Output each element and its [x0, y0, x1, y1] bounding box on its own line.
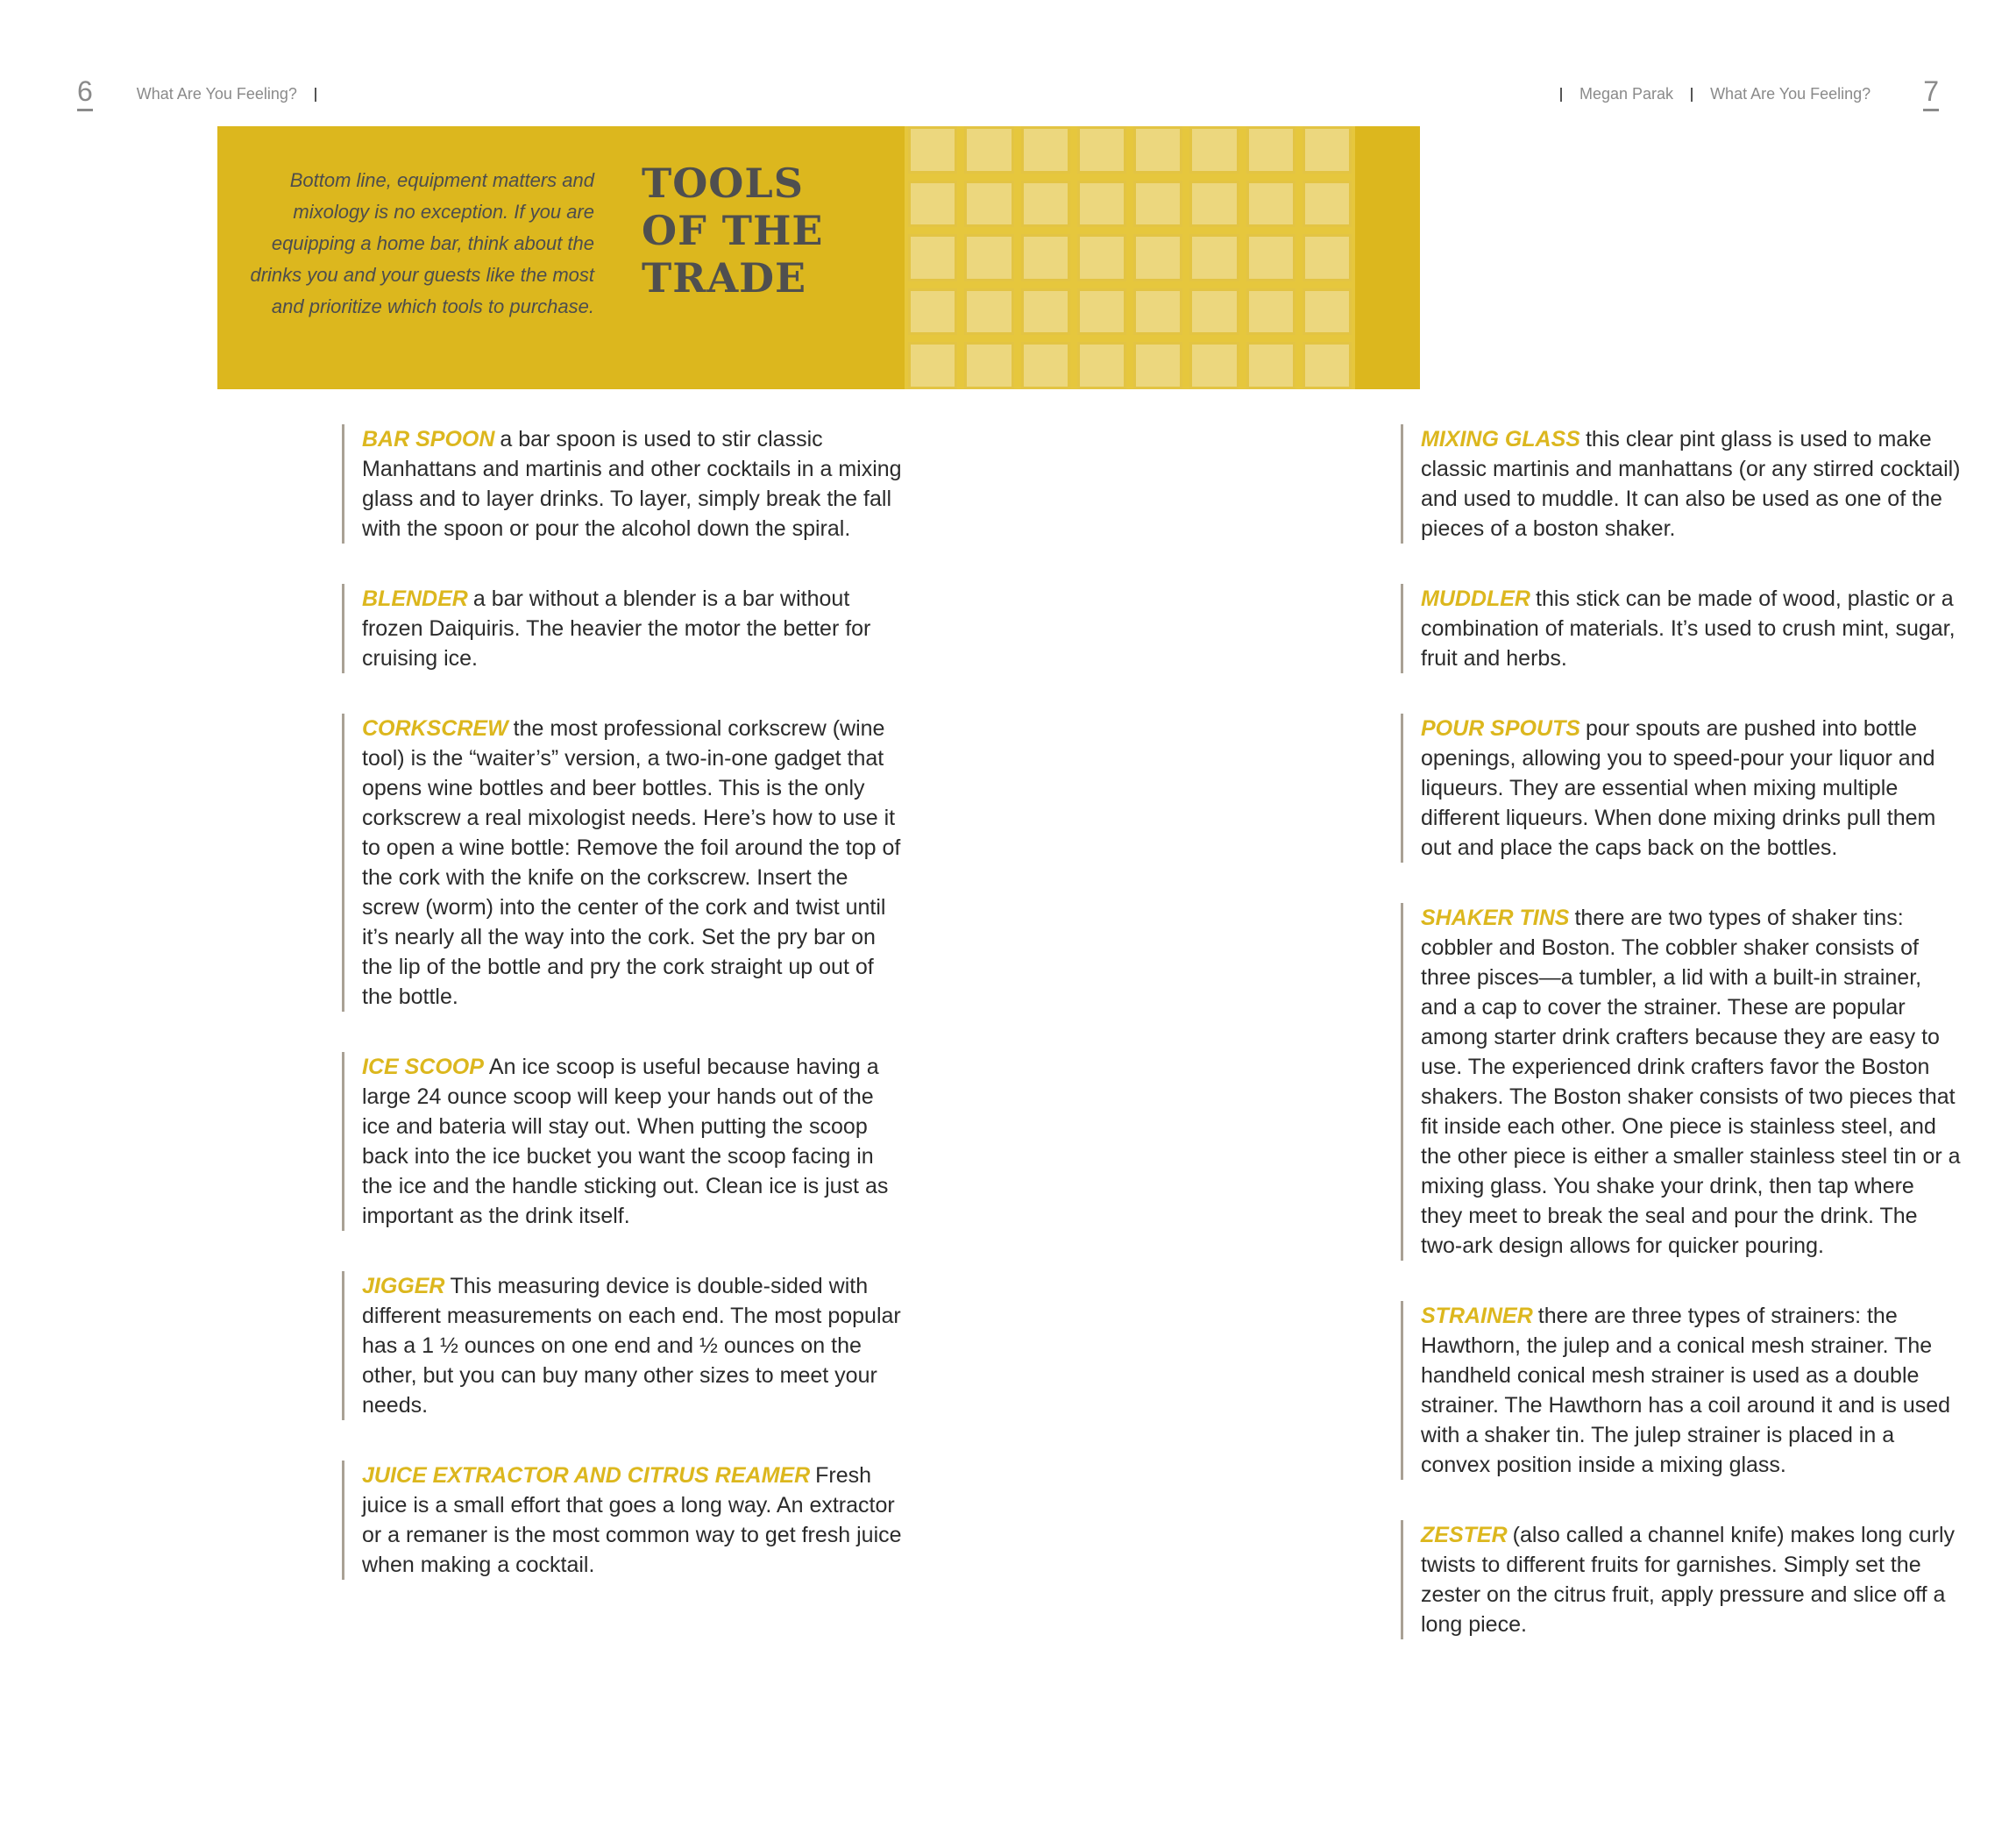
- grid-cell: [1133, 126, 1182, 174]
- grid-cell: [1246, 342, 1295, 389]
- grid-cell: [1021, 234, 1070, 281]
- grid-cell: [1021, 181, 1070, 228]
- tool-name: MIXING GLASS: [1421, 427, 1580, 451]
- grid-cell: [1077, 288, 1126, 336]
- tool-name: JUICE EXTRACTOR AND CITRUS REAMER: [362, 1463, 811, 1488]
- tool-entry: [342, 1271, 903, 1420]
- grid-cell: [1189, 126, 1239, 174]
- section-title-line: TRADE: [642, 254, 807, 302]
- left-tools-column: [342, 424, 903, 1580]
- grid-cell: [1189, 234, 1239, 281]
- tool-entry: [342, 714, 903, 1012]
- section-title: [642, 160, 834, 302]
- grid-cell: [1133, 181, 1182, 228]
- grid-cell: [964, 126, 1013, 174]
- tool-name: BAR SPOON: [362, 427, 495, 451]
- grid-cell: [964, 342, 1013, 389]
- tool-name: POUR SPOUTS: [1421, 716, 1580, 741]
- right-page-header: [1543, 77, 1939, 111]
- tool-entry: [1401, 903, 1962, 1261]
- grid-cell: [1303, 126, 1352, 174]
- tool-entry: [342, 1461, 903, 1580]
- grid-cell: [1303, 342, 1352, 389]
- grid-cell: [1189, 342, 1239, 389]
- grid-cell: [908, 234, 957, 281]
- header-divider: [1691, 88, 1693, 102]
- header-divider: [1560, 88, 1562, 102]
- tool-name: CORKSCREW: [362, 716, 508, 741]
- grid-cell: [1133, 342, 1182, 389]
- grid-cell: [908, 181, 957, 228]
- tool-name: SHAKER TINS: [1421, 906, 1570, 930]
- grid-cell: [964, 288, 1013, 336]
- grid-cell: [1077, 234, 1126, 281]
- grid-cell: [1189, 181, 1239, 228]
- grid-cell: [964, 234, 1013, 281]
- grid-cell: [1021, 342, 1070, 389]
- grid-cell: [1246, 288, 1295, 336]
- tool-name: MUDDLER: [1421, 586, 1530, 611]
- author-name: Megan Parak: [1579, 85, 1674, 103]
- grid-cell: [1303, 288, 1352, 336]
- tool-description: a bar without a blender is a bar without frozen Daiquiris. The heavier the motor the better for cruising ice.: [362, 586, 871, 671]
- grid-cell: [1133, 288, 1182, 336]
- tool-description: This measuring device is double-sided with different measurements on each end. The most popular has a 1 ½ ounces on one end and ½ ounces on the other, but you can buy many other sizes to meet your needs.: [362, 1274, 901, 1418]
- grid-cell: [964, 181, 1013, 228]
- grid-cell: [1189, 288, 1239, 336]
- grid-cell: [1077, 181, 1126, 228]
- tool-description: there are two types of shaker tins: cobbler and Boston. The cobbler shaker consists of three pisces—a tumbler, a lid with a built-in strainer, and a cap to cover the strainer. These are popular among starter drink crafters because they are easy to use. The experienced drink crafters favor the Boston shakers. The Boston shaker consists of two pieces that fit inside each other. One piece is stainless steel, and the other piece is either a smaller stainless steel tin or a mixing glass. You shake your drink, then tap where they meet to break the seal and pour the drink. The two-ark design allows for quicker pouring.: [1421, 906, 1961, 1258]
- left-running-title: What Are You Feeling?: [136, 85, 297, 103]
- tool-description: (also called a channel knife) makes long curly twists to different fruits for garnishes. Simply set the zester on the citrus fruit, apply pressure and slice off a long piece.: [1421, 1523, 1956, 1637]
- grid-cell: [1077, 126, 1126, 174]
- grid-cell: [1021, 288, 1070, 336]
- tool-description: there are three types of strainers: the Hawthorn, the julep and a conical mesh strainer. The handheld conical mesh strainer is used as a double strainer. The Hawthorn has a coil around it and is used with a shaker tin. The julep strainer is placed in a convex position inside a mixing glass.: [1421, 1304, 1951, 1477]
- section-banner: [217, 126, 1420, 389]
- tool-name: JIGGER: [362, 1274, 445, 1298]
- decorative-grid-pattern: [905, 126, 1355, 389]
- header-divider: [315, 88, 316, 102]
- banner-intro-text: Bottom line, equipment matters and mixology is no exception. If you are equipping a home bar, think about the drinks you and your guests like the most and prioritize which tools to purchase.: [250, 169, 594, 317]
- tool-description: Fresh juice is a small effort that goes a long way. An extractor or a remaner is the most common way to get fresh juice when making a cocktail.: [362, 1463, 902, 1577]
- tool-entry: [1401, 1301, 1962, 1480]
- left-page-header: [77, 77, 334, 111]
- tool-entry: [1401, 1520, 1962, 1639]
- grid-cell: [1303, 181, 1352, 228]
- grid-cell: [1246, 126, 1295, 174]
- grid-cell: [1133, 234, 1182, 281]
- grid-cell: [1021, 126, 1070, 174]
- tool-entry: [1401, 584, 1962, 673]
- grid-cell: [908, 342, 957, 389]
- tool-description: a bar spoon is used to stir classic Manhattans and martinis and other cocktails in a mixing glass and to layer drinks. To layer, simply break the fall with the spoon or pour the alcohol down the spiral.: [362, 427, 902, 541]
- grid-cell: [1246, 181, 1295, 228]
- tool-entry: [342, 1052, 903, 1231]
- tool-name: BLENDER: [362, 586, 468, 611]
- right-tools-column: [1401, 424, 1962, 1639]
- tool-description: pour spouts are pushed into bottle openings, allowing you to speed-pour your liquor and liqueurs. They are essential when mixing multiple different liqueurs. When done mixing drinks pull them out and place the caps back on the bottles.: [1421, 716, 1936, 860]
- tool-name: STRAINER: [1421, 1304, 1533, 1328]
- tool-description: this stick can be made of wood, plastic or a combination of materials. It’s used to crush mint, sugar, fruit and herbs.: [1421, 586, 1956, 671]
- grid-cell: [908, 126, 957, 174]
- grid-cell: [1246, 234, 1295, 281]
- grid-cell: [1303, 234, 1352, 281]
- tool-entry: [1401, 424, 1962, 544]
- grid-cell: [908, 288, 957, 336]
- tool-description: An ice scoop is useful because having a large 24 ounce scoop will keep your hands out of the ice and bateria will stay out. When putting the scoop back into the ice bucket you want the scoop facing in the ice and the handle sticking out. Clean ice is just as important as the drink itself.: [362, 1055, 889, 1228]
- grid-cell: [1077, 342, 1126, 389]
- tool-entry: [1401, 714, 1962, 863]
- tool-description: the most professional corkscrew (wine tool) is the “waiter’s” version, a two-in-one gadget that opens wine bottles and beer bottles. This is the only corkscrew a real mixologist needs. Here’s how to use it to open a wine bottle: Remove the foil around the top of the cork with the knife on the corkscrew. Insert the screw (worm) into the center of the cork and twist until it’s nearly all the way into the cork. Set the pry bar on the lip of the bottle and pry the cork straight up out of the bottle.: [362, 716, 901, 1009]
- tool-entry: [342, 584, 903, 673]
- tool-name: ICE SCOOP: [362, 1055, 484, 1079]
- section-title-line: OF THE: [642, 207, 824, 254]
- section-title-line: TOOLS: [642, 160, 804, 207]
- left-page-number: 6: [77, 77, 93, 111]
- tool-entry: [342, 424, 903, 544]
- tool-name: ZESTER: [1421, 1523, 1508, 1547]
- right-running-title: What Are You Feeling?: [1710, 85, 1871, 103]
- tool-description: this clear pint glass is used to make classic martinis and manhattans (or any stirred cocktail) and used to muddle. It can also be used as one of the pieces of a boston shaker.: [1421, 427, 1961, 541]
- right-page-number: 7: [1923, 77, 1939, 111]
